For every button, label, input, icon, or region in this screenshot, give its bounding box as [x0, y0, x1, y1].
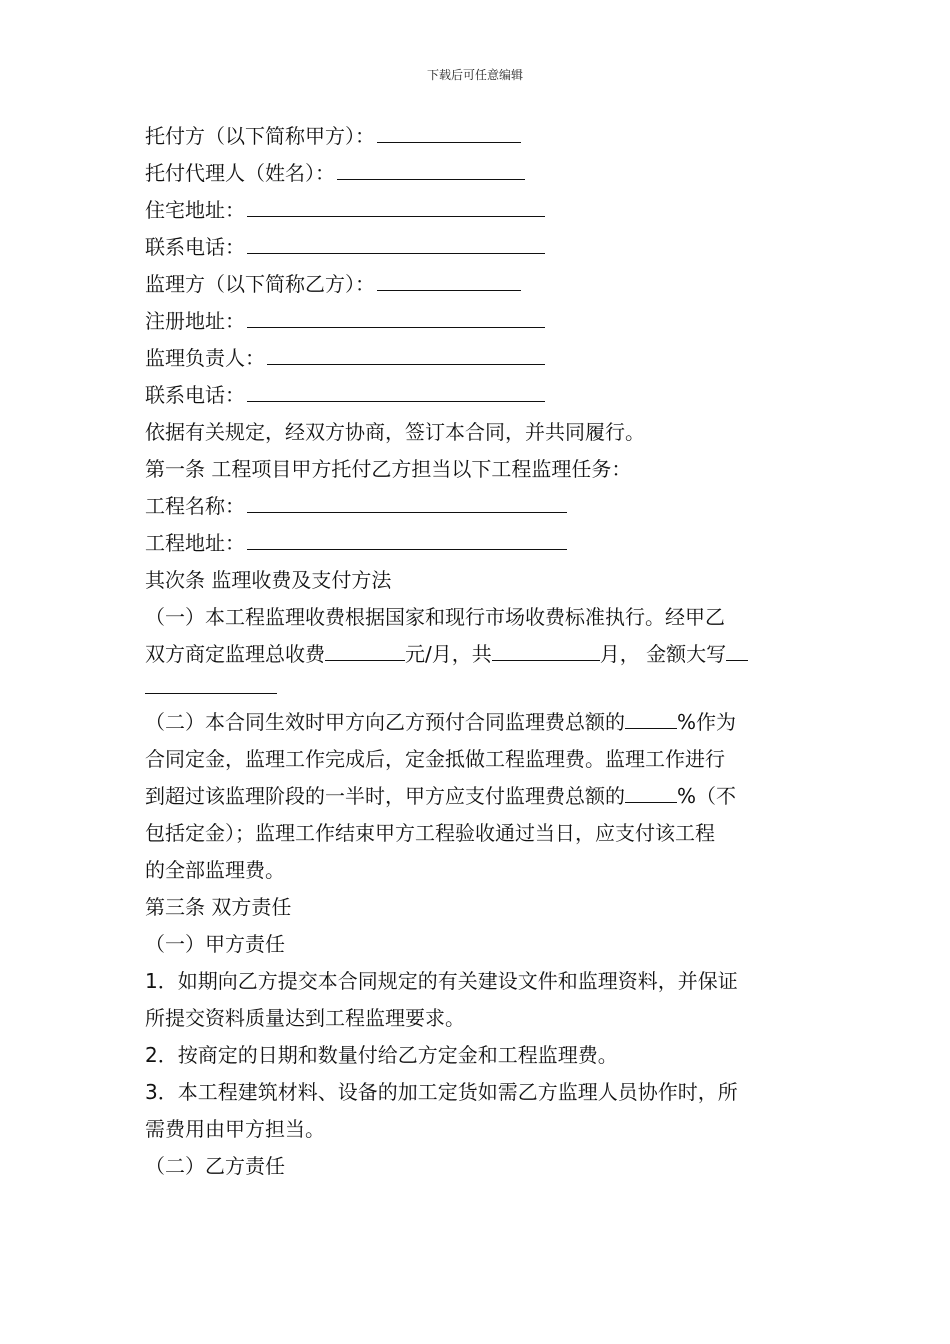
contract-body [145, 118, 810, 1185]
text-span: %作为 [677, 710, 737, 734]
article2-p1-line3 [145, 673, 810, 694]
blank-field[interactable] [247, 305, 545, 328]
text-span: 元/月，共 [405, 642, 492, 666]
blank-field[interactable] [377, 268, 521, 291]
page-header: 下载后可任意编辑 [426, 68, 523, 82]
article2-p2-line1 [145, 704, 810, 741]
blank-amount-words[interactable] [726, 640, 748, 661]
field-client-agent [145, 155, 810, 192]
party-b-title: （二）乙方责任 [145, 1154, 285, 1178]
article2-p1-line2 [145, 636, 810, 673]
field-client [145, 118, 810, 155]
party-a-item3-line2: 需费用由甲方担当。 [145, 1117, 325, 1141]
party-a-item1-line1: 1．如期向乙方提交本合同规定的有关建设文件和监理资料，并保证 [145, 969, 738, 993]
blank-field[interactable] [247, 231, 545, 254]
field-label: 住宅地址： [145, 198, 245, 222]
article2-p2-line2: 合同定金，监理工作完成后，定金抵做工程监理费。监理工作进行 [145, 747, 725, 771]
field-label: 工程名称： [145, 494, 245, 518]
article2-p2-line4: 包括定金）；监理工作结束甲方工程验收通过当日，应支付该工程 [145, 821, 715, 845]
blank-field[interactable] [247, 527, 567, 550]
field-label: 监理方（以下简称乙方）： [145, 272, 375, 296]
blank-field[interactable] [267, 342, 545, 365]
party-a-item3-line1: 3．本工程建筑材料、设备的加工定货如需乙方监理人员协作时，所 [145, 1080, 738, 1104]
field-client-phone [145, 229, 810, 266]
field-label: 注册地址： [145, 309, 245, 333]
article1-title: 第一条 工程项目甲方托付乙方担当以下工程监理任务： [145, 457, 632, 481]
field-label: 联系电话： [145, 235, 245, 259]
spacer [145, 694, 810, 704]
blank-months[interactable] [492, 640, 600, 661]
blank-field[interactable] [247, 379, 545, 402]
field-label: 联系电话： [145, 383, 245, 407]
text-span: 双方商定监理总收费 [145, 642, 325, 666]
field-registered-address [145, 303, 810, 340]
blank-field[interactable] [247, 194, 545, 217]
article2-p2-line5: 的全部监理费。 [145, 858, 285, 882]
blank-fee-monthly[interactable] [325, 640, 405, 661]
party-a-item2: 2．按商定的日期和数量付给乙方定金和工程监理费。 [145, 1043, 618, 1067]
blank-field[interactable] [247, 490, 567, 513]
party-a-title: （一）甲方责任 [145, 932, 285, 956]
blank-deposit-percent[interactable] [625, 708, 677, 729]
field-residence-address [145, 192, 810, 229]
article2-p2-line3 [145, 778, 810, 815]
field-supervisor-phone [145, 377, 810, 414]
field-supervisor [145, 266, 810, 303]
article2-p1-line1: （一）本工程监理收费根据国家和现行市场收费标准执行。经甲乙 [145, 605, 725, 629]
text-span: 月， 金额大写 [599, 642, 727, 666]
intro-text: 依据有关规定，经双方协商，签订本合同，并共同履行。 [145, 420, 645, 444]
article3-title: 第三条 双方责任 [145, 895, 292, 919]
field-label: 工程地址： [145, 531, 245, 555]
blank-amount-words-cont[interactable] [145, 673, 277, 694]
text-span: 到超过该监理阶段的一半时，甲方应支付监理费总额的 [145, 784, 625, 808]
text-span: （二）本合同生效时甲方向乙方预付合同监理费总额的 [145, 710, 625, 734]
blank-field[interactable] [377, 120, 521, 143]
blank-field[interactable] [337, 157, 525, 180]
blank-midway-percent[interactable] [625, 782, 677, 803]
field-project-address [145, 525, 810, 562]
field-project-name [145, 488, 810, 525]
field-label: 托付代理人（姓名）： [145, 161, 335, 185]
field-supervision-lead [145, 340, 810, 377]
party-a-item1-line2: 所提交资料质量达到工程监理要求。 [145, 1006, 465, 1030]
field-label: 托付方（以下简称甲方）： [145, 124, 375, 148]
text-span: %（不 [677, 784, 737, 808]
article2-title: 其次条 监理收费及支付方法 [145, 568, 392, 592]
field-label: 监理负责人： [145, 346, 265, 370]
